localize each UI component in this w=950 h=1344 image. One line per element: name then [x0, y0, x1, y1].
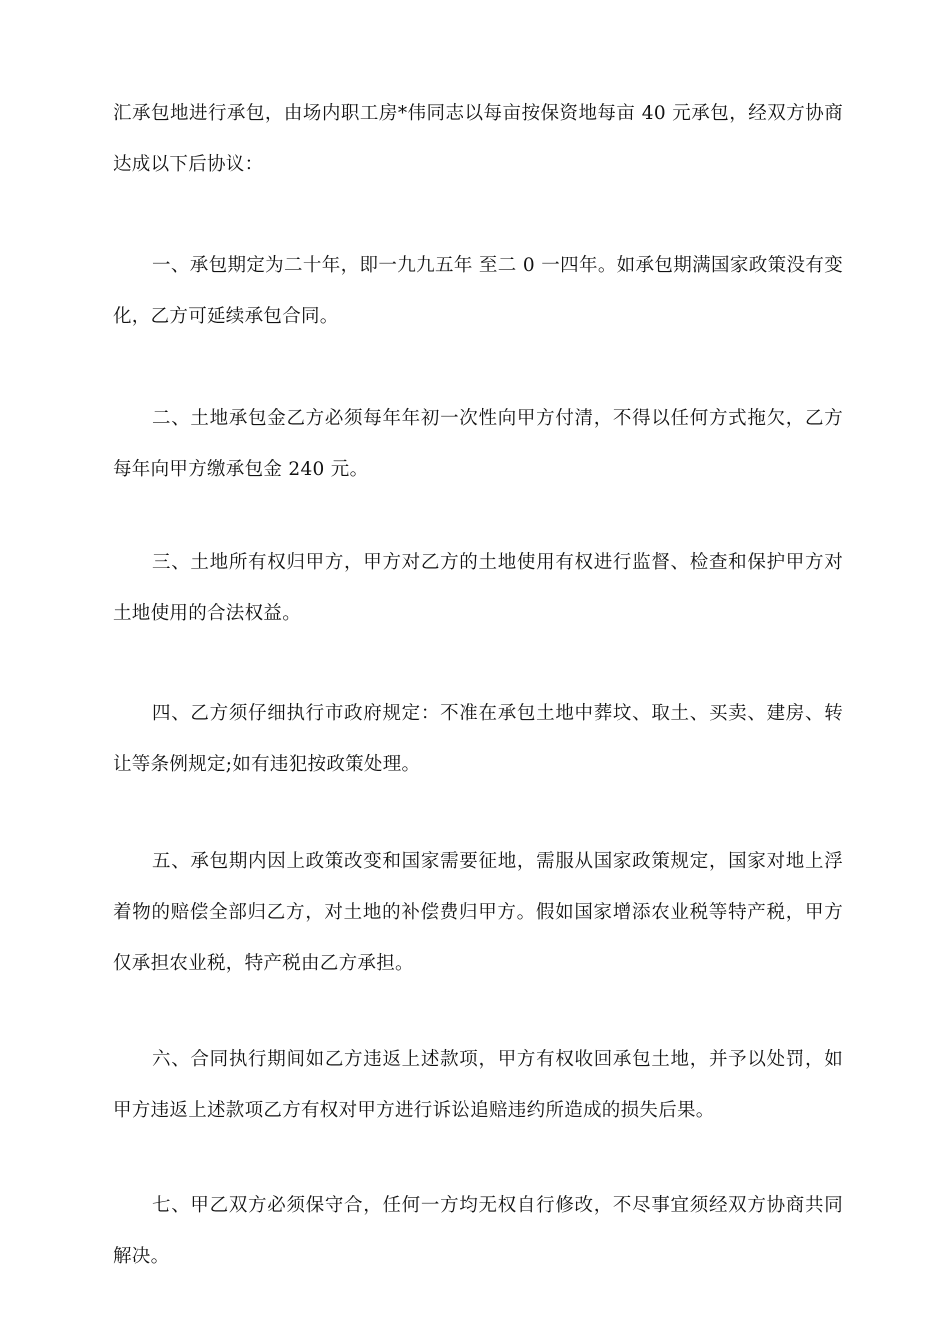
clause-6-paragraph: 六、合同执行期间如乙方违返上述款项，甲方有权收回承包土地，并予以处罚，如甲方违返上述款项乙方有权对甲方进行诉讼追赔违约所造成的损失后果。 [113, 1049, 843, 1121]
clause-4-paragraph: 四、乙方须仔细执行市政府规定：不准在承包土地中葬坟、取土、买卖、建房、转让等条例规定;如有违犯按政策处理。 [113, 703, 843, 775]
clause-2-paragraph: 二、土地承包金乙方必须每年年初一次性向甲方付清，不得以任何方式拖欠，乙方每年向甲方缴承包金 240 元。 [113, 408, 843, 480]
clause-1-paragraph: 一、承包期定为二十年，即一九九五年 至二 0 一四年。如承包期满国家政策没有变化，乙方可延续承包合同。 [113, 255, 843, 327]
intro-paragraph: 汇承包地进行承包，由场内职工房*伟同志以每亩按保资地每亩 40 元承包，经双方协商达成以下后协议： [113, 103, 843, 175]
clause-3-paragraph: 三、土地所有权归甲方，甲方对乙方的土地使用有权进行监督、检查和保护甲方对土地使用的合法权益。 [113, 552, 843, 624]
clause-7-paragraph: 七、甲乙双方必须保守合，任何一方均无权自行修改，不尽事宜须经双方协商共同解决。 [113, 1195, 843, 1267]
clause-5-paragraph: 五、承包期内因上政策改变和国家需要征地，需服从国家政策规定，国家对地上浮着物的赔偿全部归乙方，对土地的补偿费归甲方。假如国家增添农业税等特产税，甲方仅承担农业税，特产税由乙方承担。 [113, 851, 843, 974]
